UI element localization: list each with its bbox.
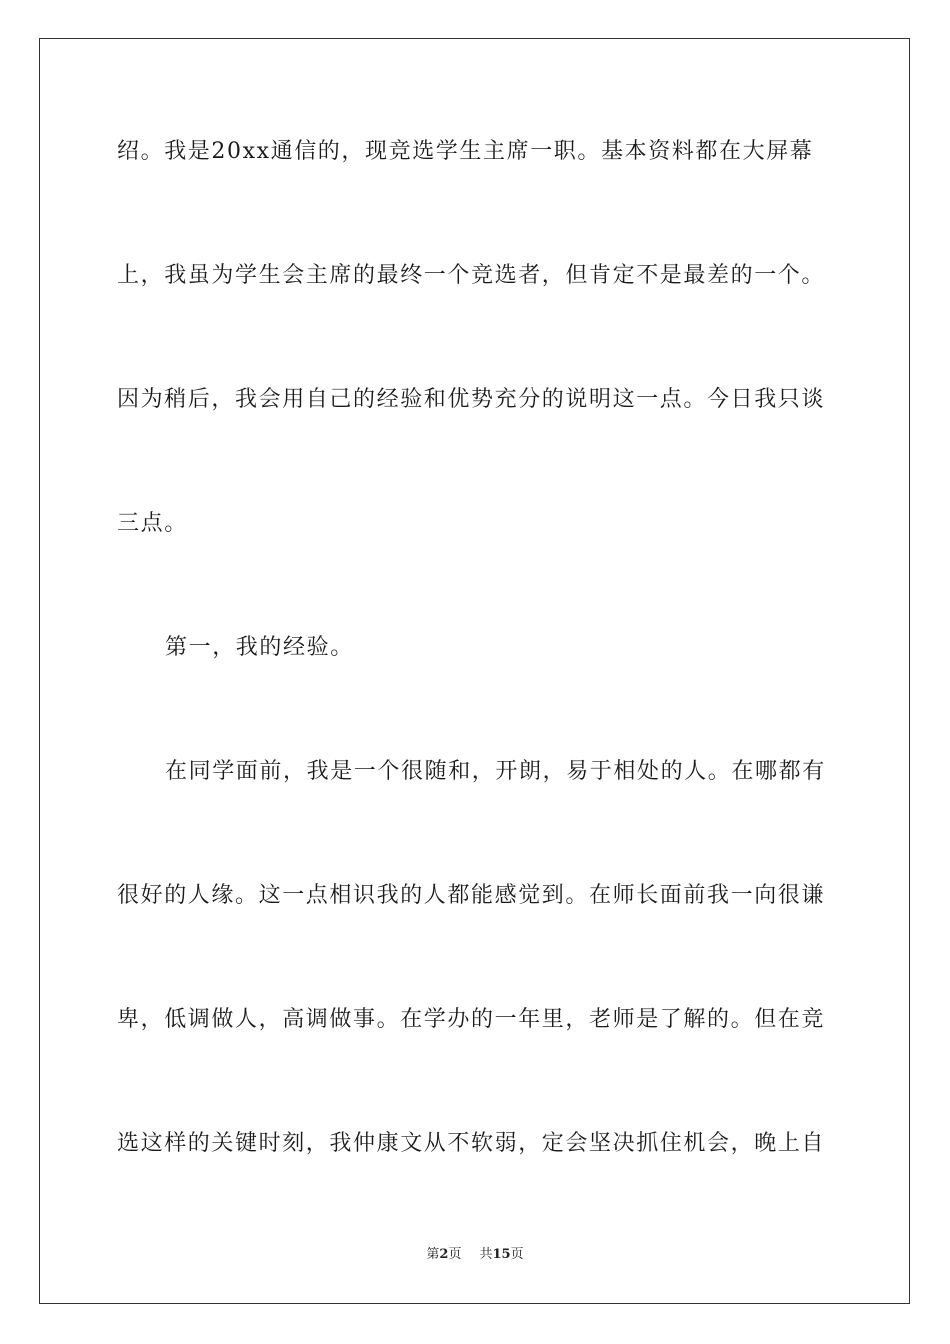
total-pages: 15 [492,1247,511,1262]
page-suffix: 页 [448,1247,462,1262]
text-line-4: 三点。 [117,511,188,536]
page-prefix: 第 [426,1247,440,1262]
total-suffix: 页 [510,1247,524,1262]
text-line-2: 上，我虽为学生会主席的最终一个竞选者，但肯定不是最差的一个。 [117,263,826,288]
section-heading-1: 第一，我的经验。 [165,635,354,660]
text-line-9: 选这样的关键时刻，我仲康文从不软弱，定会坚决抓住机会，晚上自 [117,1131,826,1156]
text-line-3: 因为稍后，我会用自己的经验和优势充分的说明这一点。今日我只谈 [117,387,826,412]
page-number: 2 [439,1247,449,1262]
text-line-7: 很好的人缘。这一点相识我的人都能感觉到。在师长面前我一向很谦 [117,883,826,908]
page-border [39,38,910,1304]
text-line-8: 卑，低调做人，高调做事。在学办的一年里，老师是了解的。但在竞 [117,1007,826,1032]
text-line-1: 绍。我是20xx通信的，现竞选学生主席一职。基本资料都在大屏幕 [117,139,814,164]
text-line-6: 在同学面前，我是一个很随和，开朗，易于相处的人。在哪都有 [165,759,826,784]
total-prefix: 共 [479,1247,493,1262]
page-footer [0,1246,950,1264]
